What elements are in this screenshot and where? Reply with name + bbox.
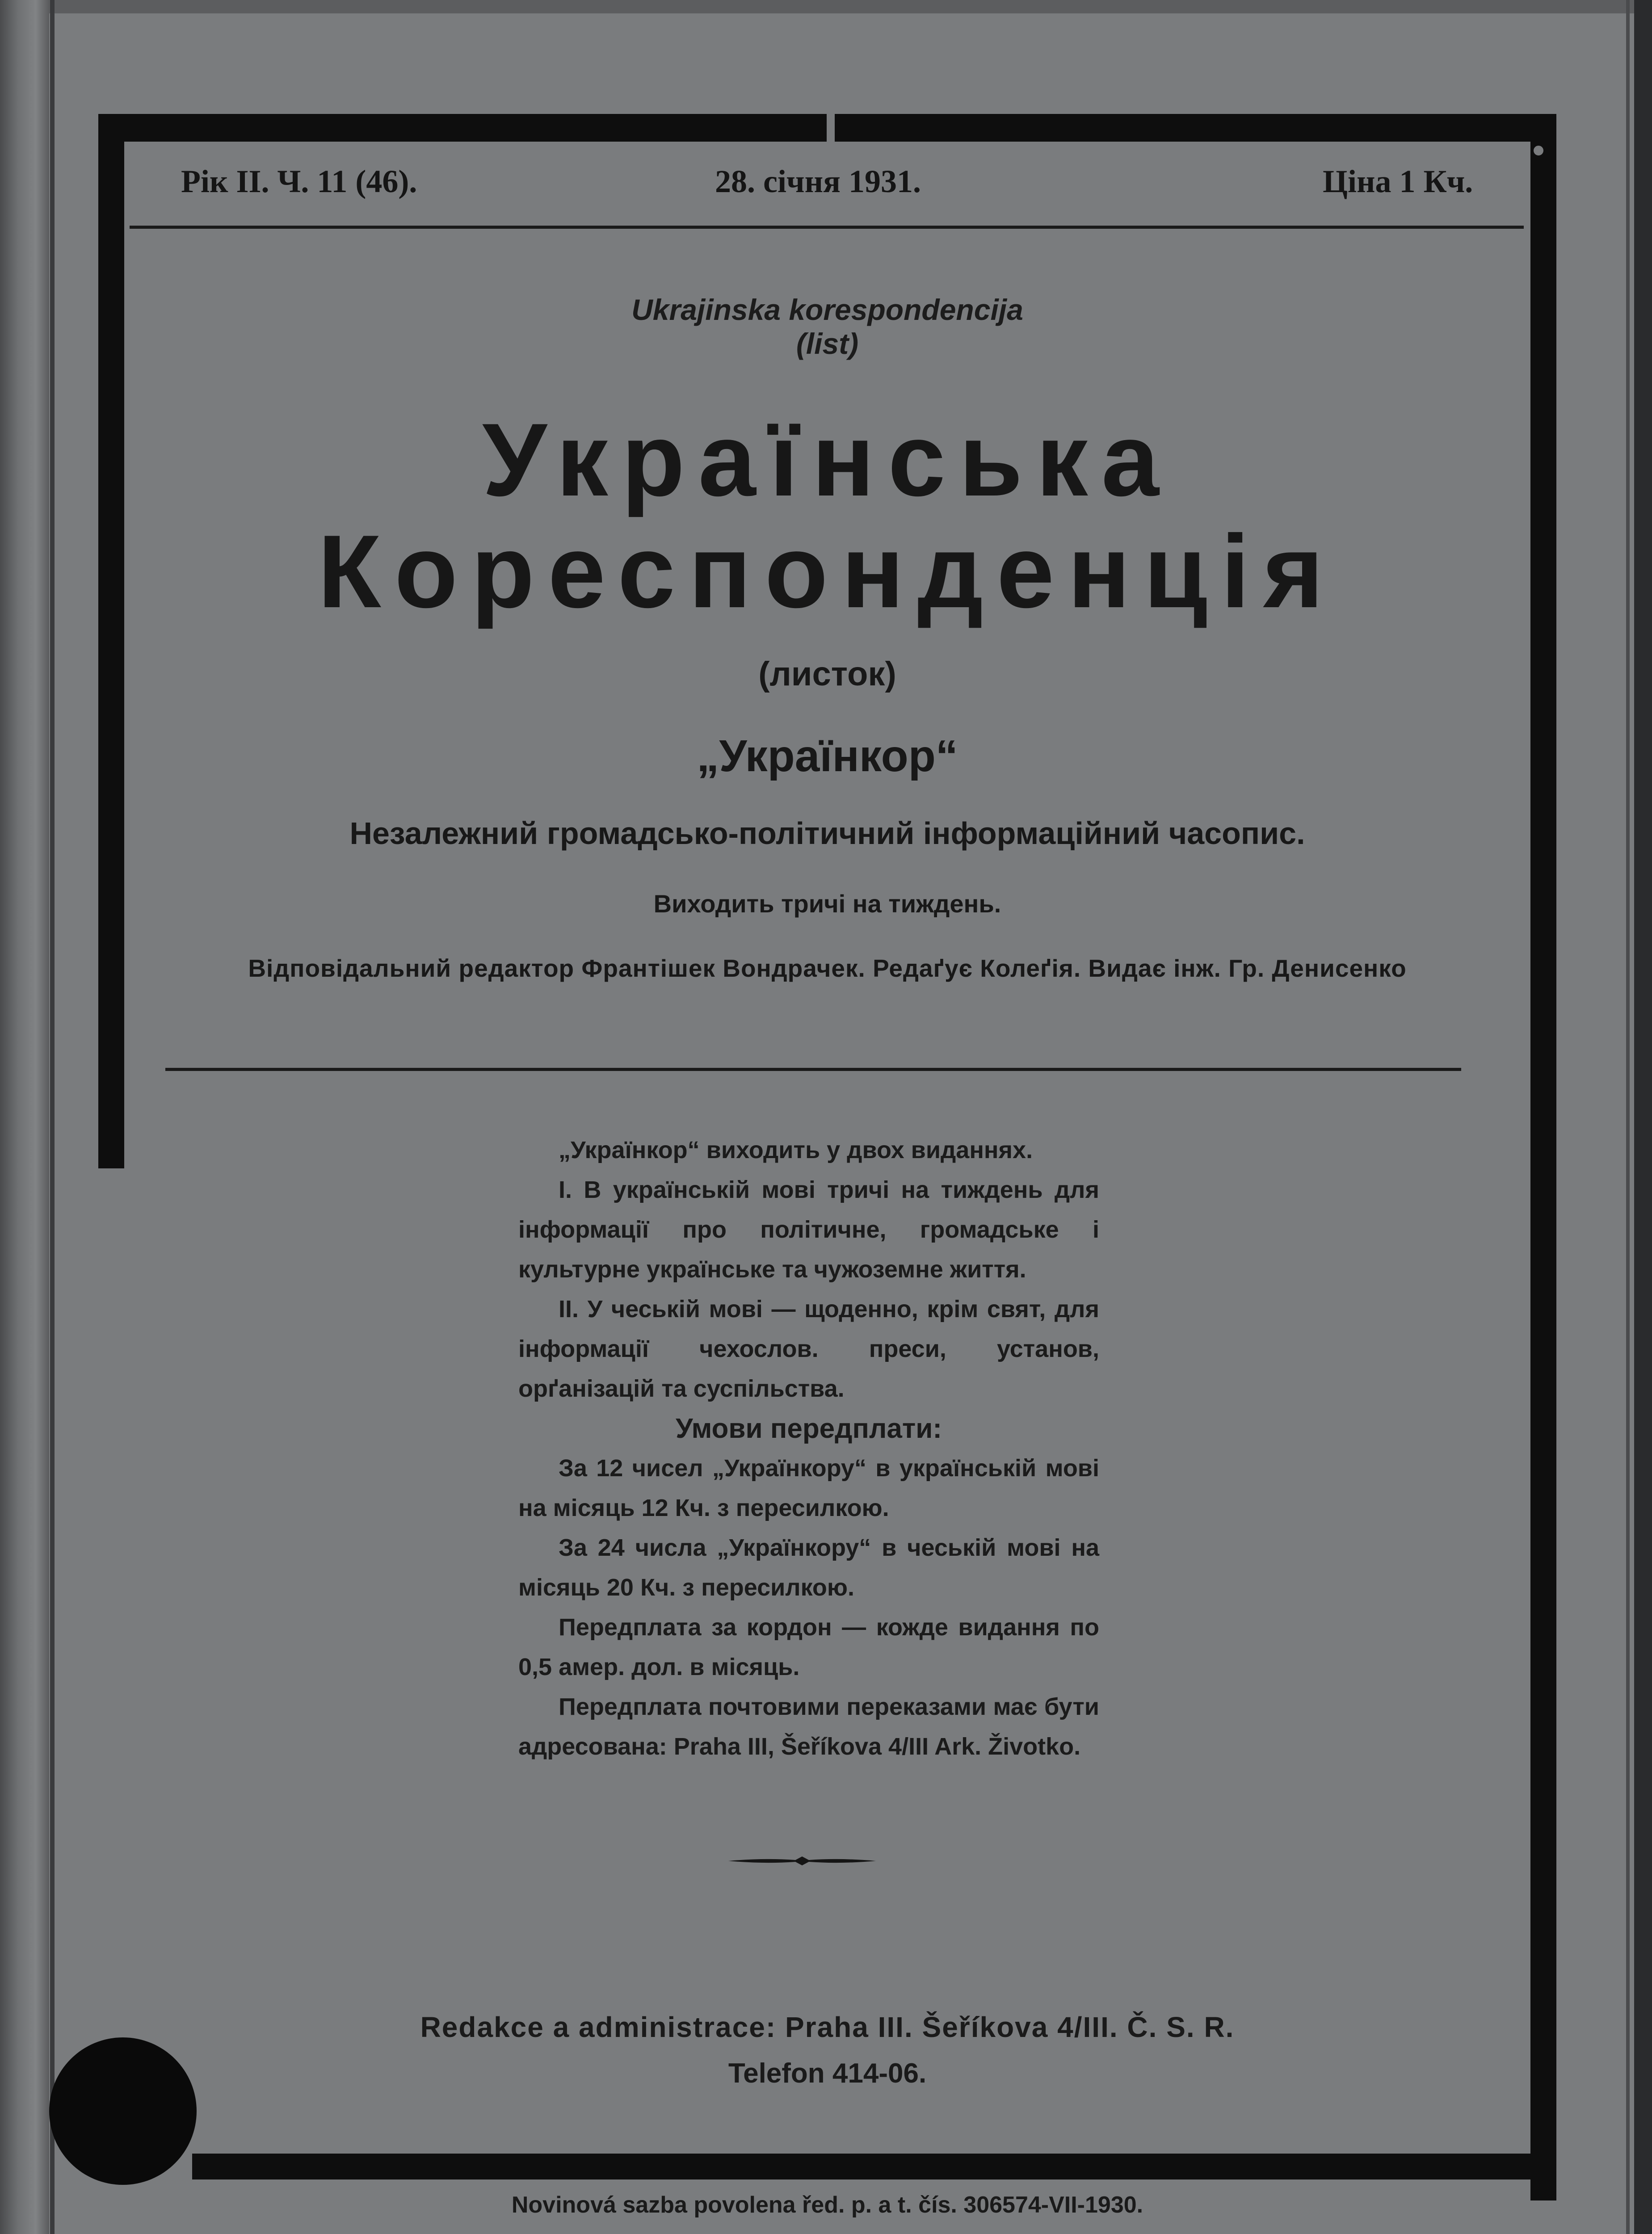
frame-left-border [98, 114, 124, 1168]
header-rule [130, 226, 1524, 229]
print-permit: Novinová sazba povolena řed. p. a t. čís. 306574-VII-1930. [511, 2192, 1143, 2218]
scan-edge-right-line [1626, 0, 1630, 2234]
edition-1-paragraph: I. В українській мові тричі на тиждень для інформації про політичне, громадське і культурне українське та чужоземне життя. [518, 1176, 1099, 1283]
intro-paragraph: „Українкор“ виходить у двох виданнях. [559, 1137, 1033, 1163]
issue-price: Ціна 1 Кч. [1323, 164, 1473, 199]
description: Незалежний громадсько-політичний інформаційний часопис. [349, 816, 1305, 851]
latin-name: Ukrajinska korespondencija [631, 293, 1023, 326]
edition-2-paragraph: II. У чеській мові — щоденно, крім свят, для інформації чехослов. преси, установ, орґанізацій та суспільства. [518, 1296, 1099, 1402]
issue-date: 28. січня 1931. [715, 164, 921, 199]
frequency: Виходить тричі на тиждень. [653, 890, 1001, 918]
subscription-term-3: Передплата за кордон — кожде видання по 0,5 амер. дол. в місяць. [518, 1614, 1099, 1680]
scan-edge-left-line [50, 0, 55, 2234]
subscription-term-1: За 12 чисел „Українкору“ в українській мові на місяць 12 Кч. з пересилкою. [518, 1455, 1099, 1521]
main-title [124, 404, 1530, 628]
frame-bottom-border [192, 2154, 1556, 2179]
subscription-term-4: Передплата почтовими переказами має бути адресована: Praha III, Šeříkova 4/III Ark. Životko. [518, 1693, 1099, 1760]
scan-edge-left [0, 0, 49, 2234]
short-name: „Українкор“ [697, 731, 958, 781]
info-column [518, 1130, 1099, 1767]
corner-dot [1532, 144, 1545, 157]
scan-edge-top [0, 0, 1652, 13]
editors-line: Відповідальний редактор Франтішек Вондрачек. Редаґує Колеґія. Видає інж. Гр. Денисенко [248, 954, 1407, 982]
subscription-heading: Умови передплати: [676, 1413, 942, 1444]
frame-right-border [1530, 114, 1556, 2200]
issue-number: Рік II. Ч. 11 (46). [181, 164, 417, 199]
latin-type: (list) [796, 327, 859, 360]
editorial-address: Redakce a administrace: Praha III. Šeříkova 4/III. Č. S. R. [420, 2011, 1235, 2043]
subscription-term-2: За 24 числа „Українкору“ в чеській мові на місяць 20 Кч. з пересилкою. [518, 1534, 1099, 1601]
title-line-1: Українська [482, 402, 1173, 518]
masthead-rule [165, 1068, 1461, 1071]
frame-top-gap [827, 114, 835, 142]
ornament-divider [728, 1854, 876, 1868]
phone-number: Telefon 414-06. [728, 2058, 927, 2089]
publication-type: (листок) [758, 655, 896, 693]
title-line-2: Кореспонденція [318, 514, 1337, 630]
scan-edge-right [1634, 0, 1652, 2234]
latin-title-block [124, 293, 1530, 361]
